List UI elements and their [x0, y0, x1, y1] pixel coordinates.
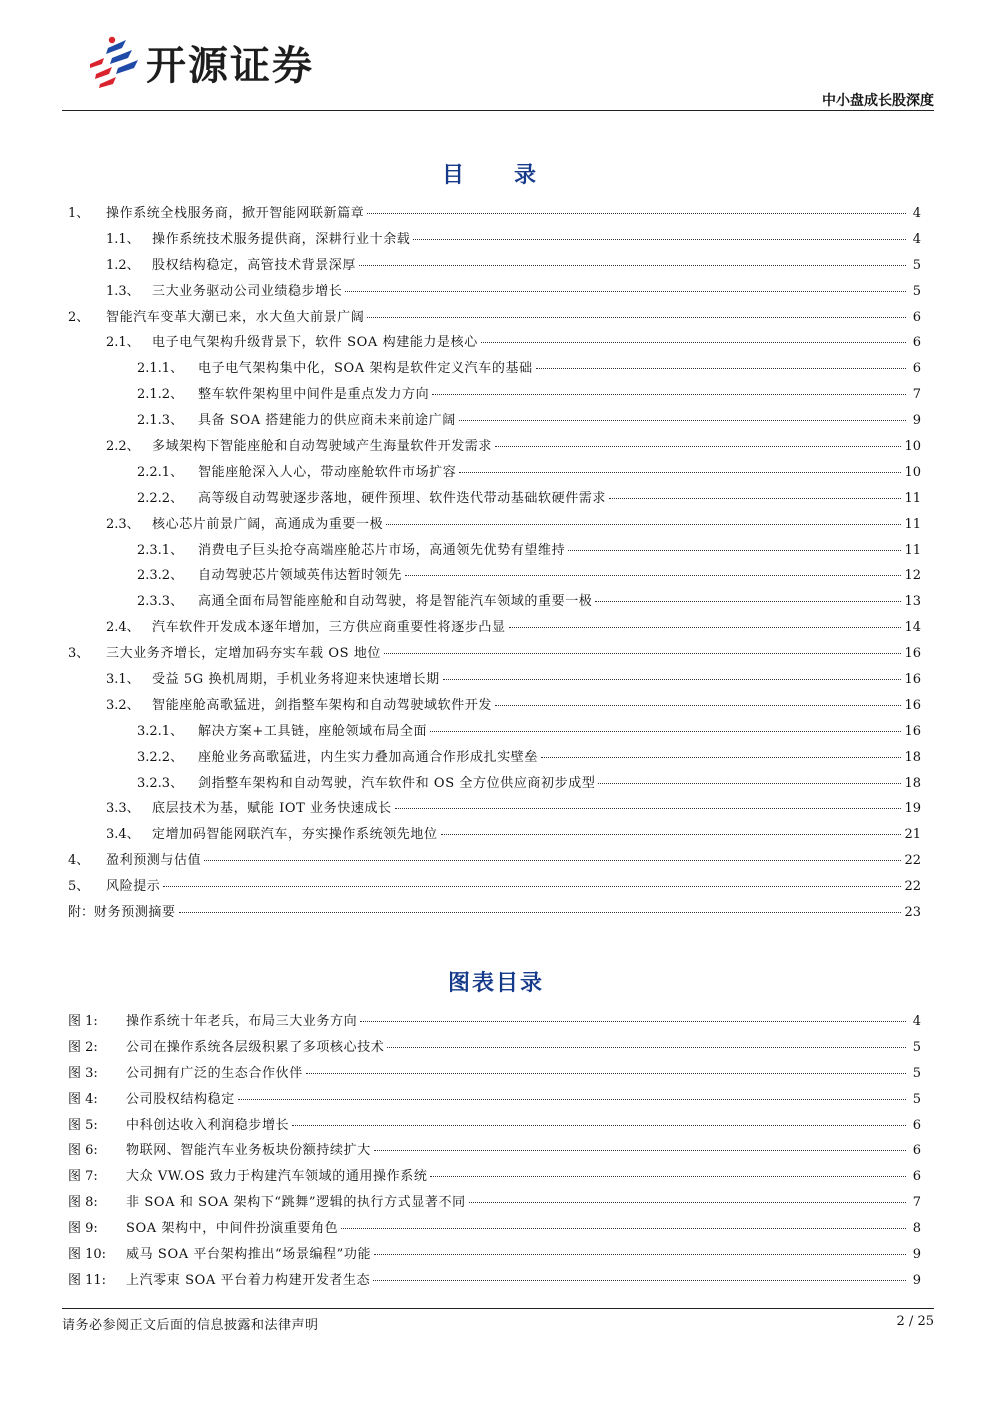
entry-title: 消费电子巨头抢夺高端座舱芯片市场，高通领先优势有望维持: [198, 542, 566, 558]
figure-entry[interactable]: [68, 1062, 921, 1088]
entry-page: 11: [904, 542, 921, 558]
toc-entry[interactable]: [68, 357, 921, 383]
toc-entry[interactable]: [68, 202, 921, 228]
toc-entry[interactable]: [68, 901, 921, 927]
entry-title: 财务预测摘要: [94, 905, 176, 921]
toc-entry[interactable]: [68, 616, 921, 642]
toc-entry[interactable]: [68, 694, 921, 720]
dot-leader: [413, 239, 906, 240]
toc-entry[interactable]: [68, 849, 921, 875]
entry-number: 2.3.1、: [137, 542, 184, 558]
entry-page: 5: [912, 283, 921, 299]
toc-entry[interactable]: [68, 772, 921, 798]
entry-number: 2.3.2、: [137, 568, 184, 584]
entry-title: 电子电气架构升级背景下，软件 SOA 构建能力是核心: [152, 335, 478, 351]
toc-heading: 目 录: [441, 163, 550, 188]
entry-title: 底层技术为基，赋能 IOT 业务快速成长: [152, 801, 392, 817]
entry-title: 汽车软件开发成本逐年增加，三方供应商重要性将逐步凸显: [152, 620, 506, 636]
dot-leader: [469, 1202, 906, 1203]
toc-entry[interactable]: [68, 513, 921, 539]
entry-title: 威马 SOA 平台架构推出“场景编程”功能: [126, 1247, 372, 1263]
entry-title: 座舱业务高歌猛进，内生实力叠加高通合作形成扎实壁垒: [198, 749, 539, 765]
footer-divider: [62, 1308, 934, 1309]
entry-title: 风险提示: [106, 879, 161, 895]
toc-entry[interactable]: [68, 228, 921, 254]
dot-leader: [443, 679, 902, 680]
figure-entry[interactable]: [68, 1243, 921, 1269]
dot-leader: [430, 1176, 906, 1177]
entry-title: 公司股权结构稳定: [126, 1091, 235, 1107]
entry-number: 1.2、: [106, 257, 140, 273]
entry-title: 多域架构下智能座舱和自动驾驶域产生海量软件开发需求: [152, 439, 493, 455]
entry-number: 3.2、: [106, 697, 140, 713]
logo-mark-icon: [82, 34, 142, 90]
entry-page: 7: [912, 1195, 921, 1211]
dot-leader: [536, 368, 906, 369]
entry-page: 9: [912, 1272, 921, 1288]
entry-number: 图 5:: [68, 1117, 98, 1133]
table-of-contents: [68, 202, 921, 927]
dot-leader: [495, 705, 901, 706]
entry-title: 操作系统技术服务提供商，深耕行业十余载: [152, 231, 411, 247]
dot-leader: [367, 213, 906, 214]
report-type-label: 中小盘成长股深度: [822, 93, 934, 109]
figure-entry[interactable]: [68, 1217, 921, 1243]
entry-number: 2、: [68, 309, 90, 325]
dot-leader: [292, 1125, 906, 1126]
dot-leader: [387, 1047, 906, 1048]
entry-title: 受益 5G 换机周期，手机业务将迎来快速增长期: [152, 672, 440, 688]
entry-number: 3.2.3、: [137, 775, 184, 791]
entry-number: 图 9:: [68, 1221, 98, 1237]
dot-leader: [481, 342, 906, 343]
toc-entry[interactable]: [68, 746, 921, 772]
entry-title: 三大业务齐增长，定增加码夯实车载 OS 地位: [106, 646, 382, 662]
entry-title: 三大业务驱动公司业绩稳步增长: [152, 283, 343, 299]
entry-page: 10: [904, 464, 921, 480]
entry-title: 高通全面布局智能座舱和自动驾驶，将是智能汽车领域的重要一极: [198, 594, 593, 610]
entry-page: 5: [912, 257, 921, 273]
dot-leader: [359, 265, 906, 266]
entry-number: 3.2.1、: [137, 723, 184, 739]
dot-leader: [306, 1073, 906, 1074]
dot-leader: [459, 472, 901, 473]
dot-leader: [432, 394, 906, 395]
entry-title: 剑指整车架构和自动驾驶，汽车软件和 OS 全方位供应商初步成型: [198, 775, 596, 791]
entry-number: 1.3、: [106, 283, 140, 299]
entry-number: 图 1:: [68, 1014, 98, 1029]
entry-number: 1、: [68, 206, 90, 221]
figure-entry[interactable]: [68, 1088, 921, 1114]
entry-page: 8: [912, 1221, 921, 1237]
entry-page: 19: [904, 801, 921, 817]
entry-page: 6: [912, 309, 921, 325]
entry-page: 4: [912, 231, 921, 247]
entry-title: 整车软件架构里中间件是重点发力方向: [198, 387, 430, 403]
figure-entry[interactable]: [68, 1036, 921, 1062]
entry-number: 图 7:: [68, 1169, 98, 1185]
entry-number: 1.1、: [106, 231, 140, 247]
toc-entry[interactable]: [68, 254, 921, 280]
entry-page: 16: [904, 646, 921, 662]
dot-leader: [367, 317, 906, 318]
dot-leader: [395, 808, 902, 809]
logo-wordmark: 开源证券: [146, 42, 314, 89]
entry-page: 5: [912, 1065, 921, 1081]
entry-number: 5、: [68, 879, 90, 895]
entry-page: 22: [904, 879, 921, 895]
entry-number: 图 8:: [68, 1195, 98, 1211]
entry-page: 16: [904, 723, 921, 739]
entry-title: 智能汽车变革大潮已来，水大鱼大前景广阔: [106, 309, 365, 325]
toc-entry[interactable]: [68, 383, 921, 409]
entry-page: 18: [904, 775, 921, 791]
entry-page: 6: [912, 1169, 921, 1185]
toc-entry[interactable]: [68, 875, 921, 901]
entry-title: 定增加码智能网联汽车，夯实操作系统领先地位: [152, 827, 438, 843]
entry-page: 11: [904, 516, 921, 532]
toc-entry[interactable]: [68, 435, 921, 461]
entry-number: 附：: [68, 905, 95, 921]
dot-leader: [495, 446, 901, 447]
entry-number: 图 3:: [68, 1065, 98, 1081]
entry-number: 3、: [68, 646, 90, 662]
entry-title: 公司在操作系统各层级积累了多项核心技术: [126, 1039, 385, 1055]
entry-title: 解决方案+工具链，座舱领域布局全面: [198, 723, 428, 739]
entry-page: 9: [912, 1247, 921, 1263]
entry-title: 自动驾驶芯片领域英伟达暂时领先: [198, 568, 403, 584]
dot-leader: [384, 653, 901, 654]
entry-page: 5: [912, 1039, 921, 1055]
dot-leader: [341, 1228, 906, 1229]
entry-page: 22: [904, 853, 921, 869]
toc-entry[interactable]: [68, 590, 921, 616]
dot-leader: [373, 1280, 906, 1281]
entry-number: 4、: [68, 853, 90, 869]
dot-leader: [541, 757, 901, 758]
dot-leader: [509, 627, 902, 628]
entry-number: 图 4:: [68, 1091, 98, 1107]
entry-number: 2.2、: [106, 439, 140, 455]
dot-leader: [163, 886, 901, 887]
dot-leader: [430, 731, 901, 732]
entry-page: 12: [904, 568, 921, 584]
entry-number: 2.1.3、: [137, 413, 184, 429]
entry-number: 2.2.1、: [137, 464, 184, 480]
entry-page: 10: [904, 439, 921, 455]
entry-title: 智能座舱深入人心，带动座舱软件市场扩容: [198, 464, 457, 480]
dot-leader: [238, 1099, 906, 1100]
dot-leader: [386, 524, 901, 525]
toc-entry[interactable]: [68, 720, 921, 746]
dot-leader: [459, 420, 906, 421]
dot-leader: [568, 550, 901, 551]
entry-page: 5: [912, 1091, 921, 1107]
entry-page: 16: [904, 672, 921, 688]
entry-title: 智能座舱高歌猛进，剑指整车架构和自动驾驶域软件开发: [152, 697, 493, 713]
toc-entry[interactable]: [68, 487, 921, 513]
disclaimer-text: 请务必参阅正文后面的信息披露和法律声明: [62, 1318, 319, 1333]
toc-entry[interactable]: [68, 823, 921, 849]
entry-title: 高等级自动驾驶逐步落地，硬件预埋、软件迭代带动基础软硬件需求: [198, 490, 607, 506]
toc-entry[interactable]: [68, 668, 921, 694]
entry-number: 3.3、: [106, 801, 140, 817]
dot-leader: [595, 601, 901, 602]
figure-entry[interactable]: [68, 1114, 921, 1140]
entry-title: 操作系统全栈服务商，掀开智能网联新篇章: [106, 206, 365, 221]
toc-entry[interactable]: [68, 461, 921, 487]
entry-page: 23: [904, 905, 921, 921]
entry-title: 电子电气架构集中化，SOA 架构是软件定义汽车的基础: [198, 361, 533, 377]
entry-page: 6: [912, 1143, 921, 1159]
entry-title: 物联网、智能汽车业务板块份额持续扩大: [126, 1143, 371, 1159]
figure-entry[interactable]: [68, 1191, 921, 1217]
entry-number: 3.2.2、: [137, 749, 184, 765]
toc-entry[interactable]: [68, 642, 921, 668]
dot-leader: [374, 1254, 906, 1255]
entry-number: 2.1.1、: [137, 361, 184, 377]
entry-page: 6: [912, 361, 921, 377]
entry-title: 中科创达收入利润稳步增长: [126, 1117, 290, 1133]
entry-page: 4: [912, 206, 921, 221]
figures-heading: 图表目录: [447, 971, 544, 996]
figure-list: [68, 1010, 921, 1295]
figure-entry[interactable]: [68, 1010, 921, 1036]
entry-number: 图 6:: [68, 1143, 98, 1159]
dot-leader: [179, 912, 902, 913]
toc-entry[interactable]: [68, 539, 921, 565]
header-divider: [62, 110, 934, 111]
entry-page: 7: [912, 387, 921, 403]
figure-entry[interactable]: [68, 1139, 921, 1165]
entry-title: 操作系统十年老兵，布局三大业务方向: [126, 1014, 358, 1029]
entry-page: 6: [912, 1117, 921, 1133]
page-header: [62, 28, 934, 112]
entry-number: 2.1.2、: [137, 387, 184, 403]
entry-page: 13: [904, 594, 921, 610]
toc-entry[interactable]: [68, 280, 921, 306]
entry-title: 公司拥有广泛的生态合作伙伴: [126, 1065, 303, 1081]
entry-title: SOA 架构中，中间件扮演重要角色: [126, 1221, 339, 1237]
entry-title: 非 SOA 和 SOA 架构下“跳舞”逻辑的执行方式显著不同: [126, 1195, 466, 1211]
entry-title: 核心芯片前景广阔，高通成为重要一极: [152, 516, 384, 532]
entry-page: 4: [912, 1014, 921, 1029]
page-indicator: 2 / 25: [896, 1314, 934, 1329]
entry-page: 11: [904, 490, 921, 506]
figure-entry[interactable]: [68, 1165, 921, 1191]
entry-number: 2.4、: [106, 620, 140, 636]
entry-page: 18: [904, 749, 921, 765]
dot-leader: [598, 783, 901, 784]
toc-entry[interactable]: [68, 797, 921, 823]
dot-leader: [204, 860, 901, 861]
entry-page: 14: [904, 620, 921, 636]
entry-page: 6: [912, 335, 921, 351]
toc-entry[interactable]: [68, 306, 921, 332]
dot-leader: [405, 575, 901, 576]
dot-leader: [345, 291, 906, 292]
entry-title: 股权结构稳定，高管技术背景深厚: [152, 257, 357, 273]
entry-number: 3.4、: [106, 827, 140, 843]
entry-title: 上汽零束 SOA 平台着力构建开发者生态: [126, 1272, 371, 1288]
entry-number: 2.1、: [106, 335, 140, 351]
dot-leader: [374, 1150, 906, 1151]
toc-entry[interactable]: [68, 409, 921, 435]
dot-leader: [609, 498, 901, 499]
dot-leader: [441, 834, 902, 835]
entry-number: 2.3.3、: [137, 594, 184, 610]
dot-leader: [360, 1021, 906, 1022]
toc-entry[interactable]: [68, 331, 921, 357]
figure-entry[interactable]: [68, 1269, 921, 1295]
entry-page: 9: [912, 413, 921, 429]
entry-number: 图 10:: [68, 1247, 107, 1263]
toc-entry[interactable]: [68, 564, 921, 590]
entry-number: 2.2.2、: [137, 490, 184, 506]
entry-title: 大众 VW.OS 致力于构建汽车领域的通用操作系统: [126, 1169, 428, 1185]
entry-title: 具备 SOA 搭建能力的供应商未来前途广阔: [198, 413, 456, 429]
entry-number: 3.1、: [106, 672, 140, 688]
entry-page: 21: [904, 827, 921, 843]
company-logo: [82, 32, 314, 92]
entry-number: 图 2:: [68, 1039, 98, 1055]
entry-number: 2.3、: [106, 516, 140, 532]
entry-page: 16: [904, 697, 921, 713]
entry-title: 盈利预测与估值: [106, 853, 202, 869]
entry-number: 图 11:: [68, 1272, 107, 1288]
